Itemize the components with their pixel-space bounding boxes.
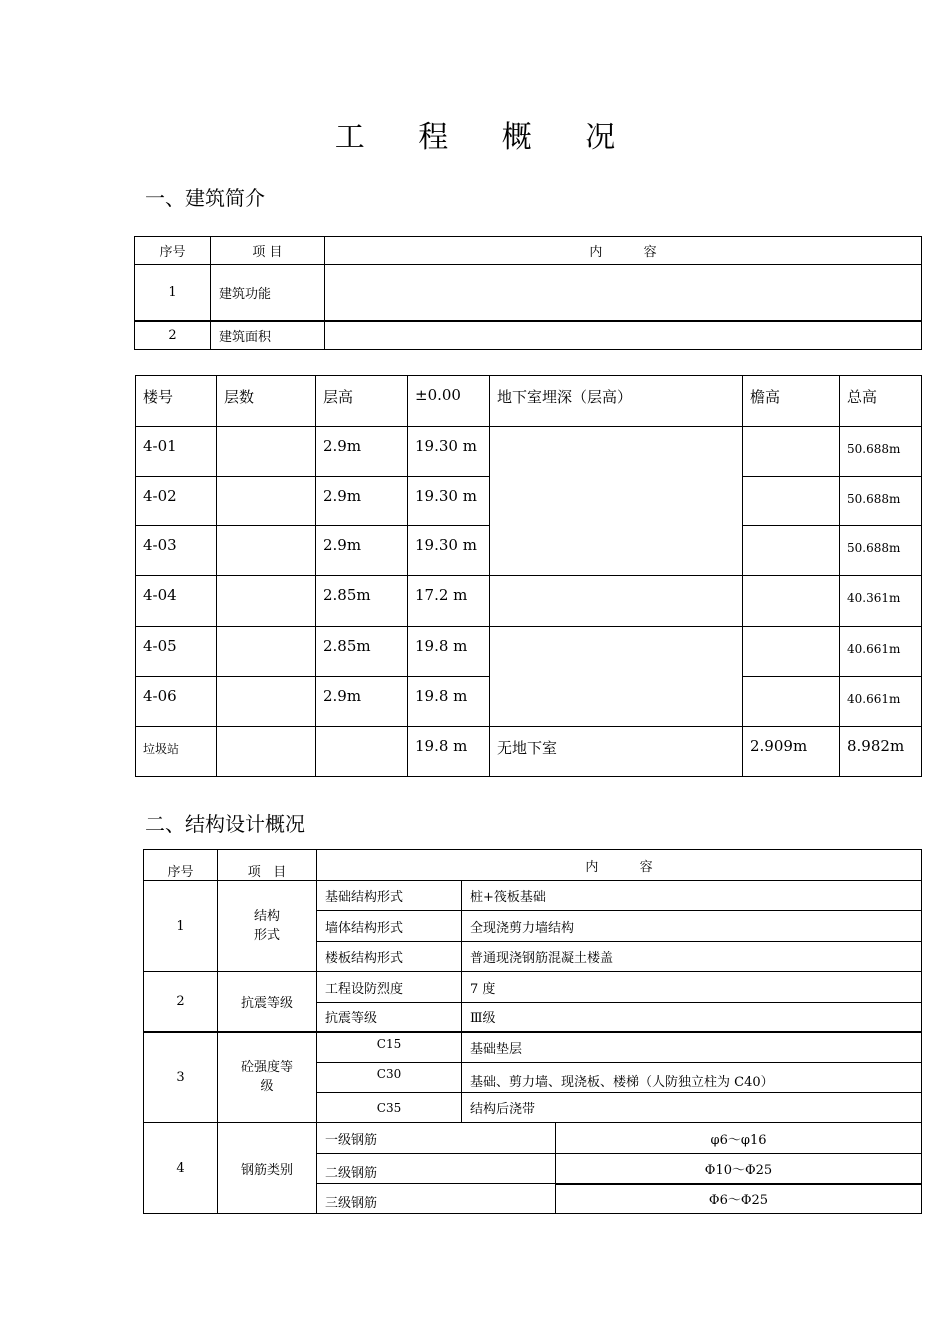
row-value: 全现浇剪力墙结构	[462, 911, 922, 942]
cell-eave-height	[743, 576, 840, 627]
row-key: 抗震等级	[317, 1003, 462, 1032]
cell-eave-height	[743, 526, 840, 576]
table-row	[136, 727, 922, 777]
row-key: 楼板结构形式	[317, 942, 462, 972]
cell-floor-height: 2.85m	[316, 627, 408, 677]
cell-total-height: 50.688m	[840, 526, 922, 576]
table-row	[136, 427, 922, 477]
cell-eave-height	[743, 477, 840, 526]
row-value: 桩+筏板基础	[462, 881, 922, 911]
group-item: 钢筋类别	[218, 1123, 317, 1214]
group-no: 4	[144, 1123, 218, 1214]
cell-floors	[217, 477, 316, 526]
structure-table	[143, 849, 922, 1214]
row-key: 工程设防烈度	[317, 972, 462, 1003]
row-value: φ6～φ16	[556, 1123, 922, 1154]
cell-floors	[217, 427, 316, 477]
row-value: 7 度	[462, 972, 922, 1003]
row-key: 墙体结构形式	[317, 911, 462, 942]
header-floors: 层数	[217, 376, 316, 427]
section1-heading: 一、建筑简介	[145, 186, 265, 210]
cell-total-height: 8.982m	[840, 727, 922, 777]
cell-zero-level: 19.30 m	[408, 477, 490, 526]
cell-zero-level: 19.8 m	[408, 627, 490, 677]
cell-zero-level: 19.8 m	[408, 677, 490, 727]
group-item: 结构 形式	[218, 881, 317, 972]
cell-floors	[217, 727, 316, 777]
cell-floor-height: 2.9m	[316, 427, 408, 477]
row-key: C15	[317, 1032, 462, 1063]
table-row	[136, 627, 922, 677]
cell-eave-height: 2.909m	[743, 727, 840, 777]
row-value: 结构后浇带	[462, 1093, 922, 1123]
group-no: 2	[144, 972, 218, 1032]
cell-building-no: 4-04	[136, 576, 217, 627]
cell-building-no: 4-01	[136, 427, 217, 477]
cell-building-no: 4-03	[136, 526, 217, 576]
table-row	[144, 1123, 922, 1154]
group-item: 抗震等级	[218, 972, 317, 1032]
header-building-no: 楼号	[136, 376, 217, 427]
cell-floors	[217, 627, 316, 677]
cell-total-height: 50.688m	[840, 427, 922, 477]
cell-zero-level: 19.30 m	[408, 526, 490, 576]
header-no: 序号	[144, 850, 218, 881]
cell-total-height: 40.361m	[840, 576, 922, 627]
group-no: 3	[144, 1032, 218, 1123]
cell-zero-level: 19.30 m	[408, 427, 490, 477]
header-eave-height: 檐高	[743, 376, 840, 427]
group-item: 砼强度等 级	[218, 1032, 317, 1123]
buildings-table	[135, 375, 922, 777]
header-floor-height: 层高	[316, 376, 408, 427]
row-value: 基础、剪力墙、现浇板、楼梯（人防独立柱为 C40）	[462, 1063, 922, 1093]
row-content	[325, 265, 922, 321]
table-header-row	[144, 850, 922, 881]
cell-floors	[217, 576, 316, 627]
cell-floor-height: 2.9m	[316, 677, 408, 727]
table-row	[136, 576, 922, 627]
building-intro-table	[134, 236, 922, 350]
row-key: C30	[317, 1063, 462, 1093]
row-key: 一级钢筋	[317, 1123, 556, 1154]
row-value: 基础垫层	[462, 1032, 922, 1063]
row-key: 三级钢筋	[317, 1184, 556, 1214]
table-row	[135, 321, 922, 350]
cell-zero-level: 19.8 m	[408, 727, 490, 777]
row-item: 建筑面积	[211, 321, 325, 350]
row-no: 2	[135, 321, 211, 350]
cell-total-height: 40.661m	[840, 627, 922, 677]
cell-total-height: 50.688m	[840, 477, 922, 526]
table-header-row	[135, 237, 922, 265]
cell-floor-height: 2.9m	[316, 477, 408, 526]
row-key: C35	[317, 1093, 462, 1123]
header-item: 项 目	[211, 237, 325, 265]
row-no: 1	[135, 265, 211, 321]
header-item: 项 目	[218, 850, 317, 881]
cell-basement-depth: 无地下室	[490, 727, 743, 777]
header-basement-depth: 地下室埋深（层高）	[490, 376, 743, 427]
cell-basement-depth	[490, 576, 743, 627]
cell-basement-depth	[490, 627, 743, 727]
row-value: Ⅲ级	[462, 1003, 922, 1032]
table-row	[135, 265, 922, 321]
header-no: 序号	[135, 237, 211, 265]
row-content	[325, 321, 922, 350]
row-key: 二级钢筋	[317, 1154, 556, 1184]
cell-zero-level: 17.2 m	[408, 576, 490, 627]
cell-floors	[217, 677, 316, 727]
header-zero-level: ±0.00	[408, 376, 490, 427]
table-row	[144, 1032, 922, 1063]
cell-eave-height	[743, 627, 840, 677]
cell-building-no: 4-05	[136, 627, 217, 677]
row-value: Φ6～Φ25	[556, 1184, 922, 1214]
cell-building-no: 4-02	[136, 477, 217, 526]
cell-floor-height	[316, 727, 408, 777]
header-content: 内 容	[325, 237, 922, 265]
table-header-row	[136, 376, 922, 427]
row-value: 普通现浇钢筋混凝土楼盖	[462, 942, 922, 972]
cell-floor-height: 2.9m	[316, 526, 408, 576]
group-no: 1	[144, 881, 218, 972]
cell-building-no: 4-06	[136, 677, 217, 727]
row-value: Φ10～Φ25	[556, 1154, 922, 1184]
cell-floor-height: 2.85m	[316, 576, 408, 627]
cell-building-no: 垃圾站	[136, 727, 217, 777]
table-row	[144, 881, 922, 911]
page-title: 工 程 概 况	[334, 120, 638, 155]
cell-floors	[217, 526, 316, 576]
cell-eave-height	[743, 427, 840, 477]
header-content: 内 容	[317, 850, 922, 881]
row-item: 建筑功能	[211, 265, 325, 321]
section2-heading: 二、结构设计概况	[145, 812, 305, 836]
header-total-height: 总高	[840, 376, 922, 427]
row-key: 基础结构形式	[317, 881, 462, 911]
cell-total-height: 40.661m	[840, 677, 922, 727]
table-row	[144, 972, 922, 1003]
cell-eave-height	[743, 677, 840, 727]
cell-basement-depth	[490, 427, 743, 576]
